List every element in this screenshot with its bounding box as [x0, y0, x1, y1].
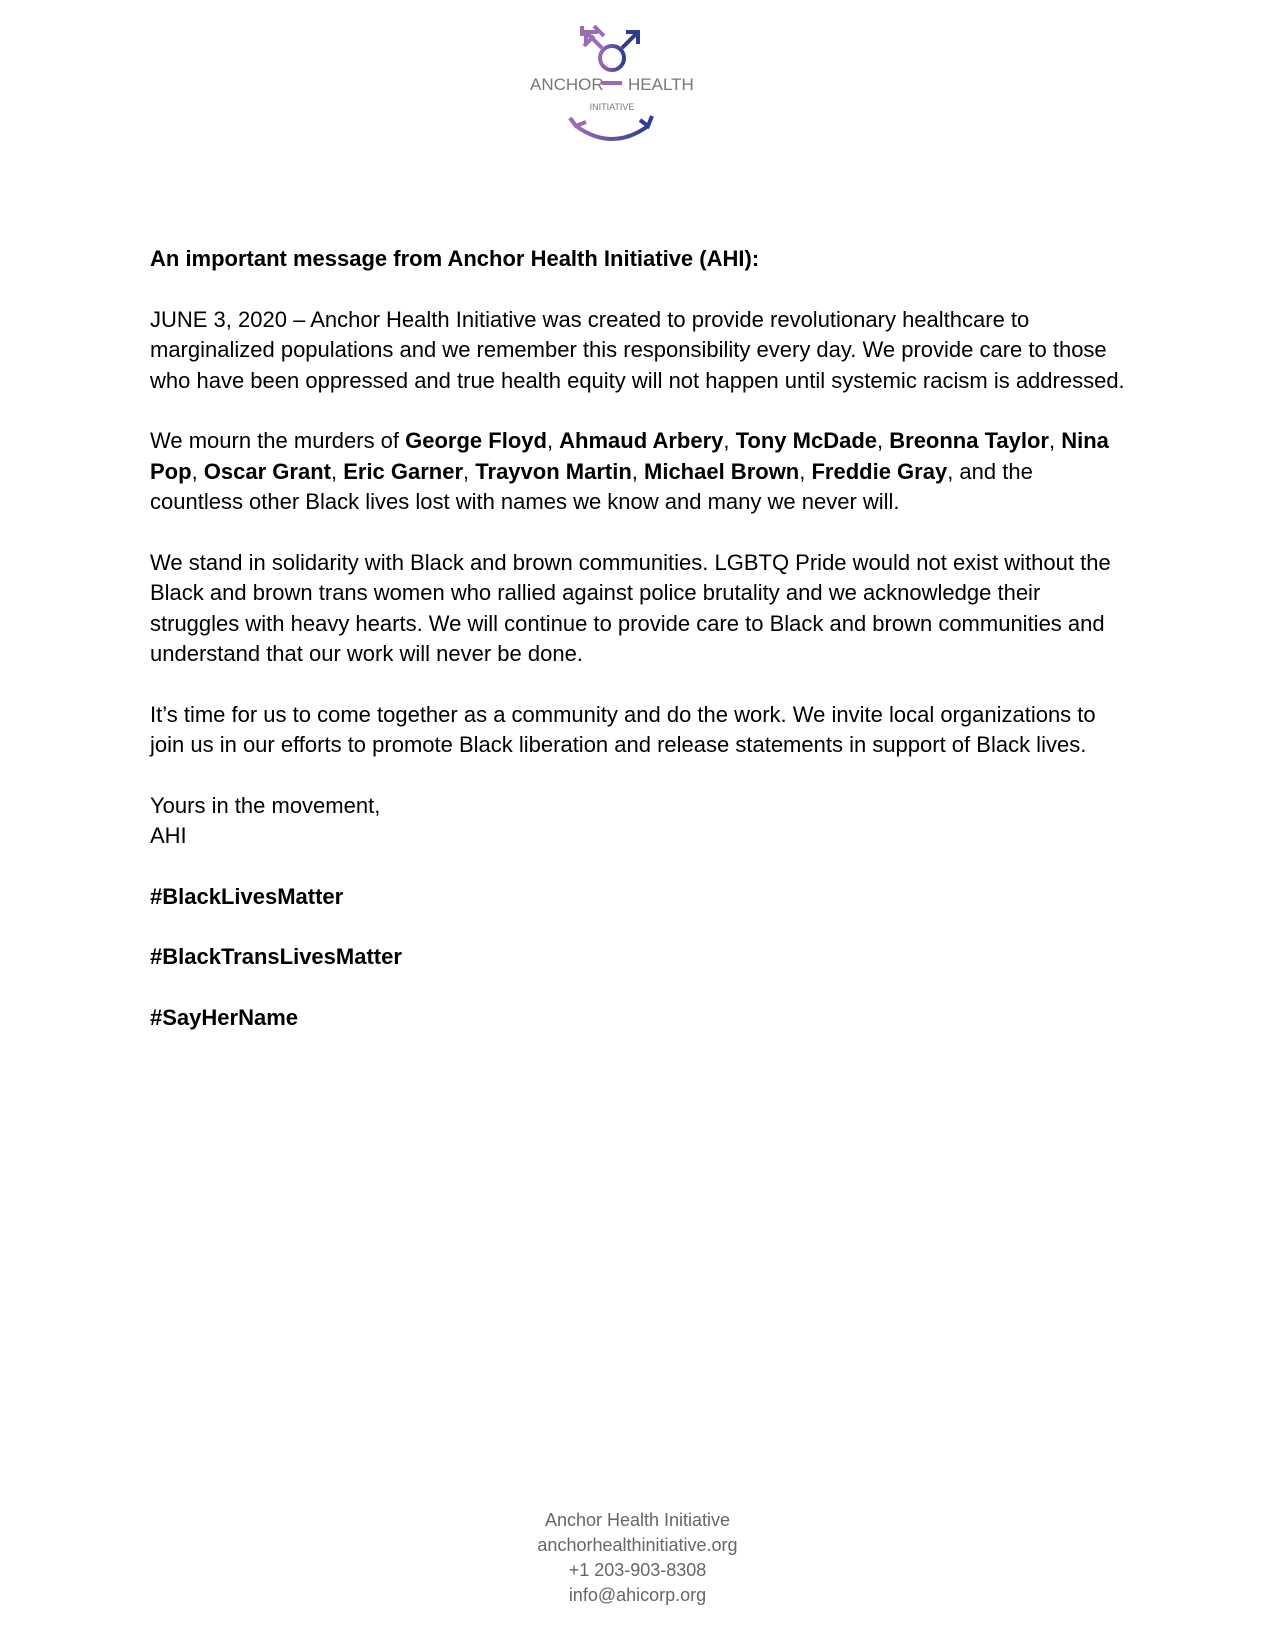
victim-name: Freddie Gray	[811, 458, 948, 484]
footer-website: anchorhealthinitiative.org	[537, 1535, 738, 1555]
paragraph-mission: JUNE 3, 2020 – Anchor Health Initiative was created to provide revolutionary healthcare to marginalized populations and we remember this responsibility every day. We provide care to those who have been oppressed and true health equity will not happen until systemic racism is addressed.	[150, 306, 1125, 393]
victim-name: Nina Pop	[150, 428, 1109, 484]
footer-email: info@ahicorp.org	[568, 1585, 707, 1605]
paragraph-solidarity: We stand in solidarity with Black and brown communities. LGBTQ Pride would not exist without the Black and brown trans women who rallied against police brutality and we acknowledge their struggles with heavy hearts. We will continue to provide care to Black and brown communities and understand that our work will never be done.	[150, 549, 1111, 666]
logo-text-initiative: INITIATIVE	[589, 102, 635, 112]
sign-off: Yours in the movement,	[150, 792, 381, 818]
footer	[0, 1508, 1275, 1608]
victim-name: Tony McDade	[735, 428, 878, 453]
victim-name: Michael Brown	[644, 458, 800, 484]
victim-name: Ahmaud Arbery	[559, 428, 724, 453]
hashtag: #SayHerName	[150, 1004, 298, 1030]
letter-body	[150, 244, 1130, 1063]
anchor-gender-symbol-icon	[530, 26, 740, 158]
victim-name: George Floyd	[405, 428, 547, 453]
victim-name: Oscar Grant	[203, 458, 331, 484]
hashtag: #BlackLivesMatter	[150, 883, 344, 909]
victim-name: Eric Garner	[343, 458, 464, 484]
footer-org: Anchor Health Initiative	[544, 1510, 731, 1530]
closing	[150, 791, 1130, 852]
anchor-health-logo	[530, 26, 740, 158]
logo-text-health: HEALTH	[628, 75, 694, 94]
footer-phone: +1 203-903-8308	[568, 1560, 707, 1580]
paragraph-mourning: We mourn the murders of George Floyd, Ahmaud Arbery, Tony McDade, Breonna Taylor, Nina Pop, Oscar Grant, Eric Garner, Trayvon Martin, Michael Brown, Freddie Gray, and the countless other Black lives lost with names we know and many we never will.	[150, 428, 1109, 514]
signature: AHI	[150, 823, 187, 848]
logo-text-anchor: ANCHOR	[530, 75, 604, 94]
victim-name: Breonna Taylor	[889, 428, 1049, 453]
victim-name: Trayvon Martin	[475, 458, 632, 484]
hashtag: #BlackTransLivesMatter	[150, 944, 402, 969]
letter-heading: An important message from Anchor Health Initiative (AHI):	[150, 246, 760, 271]
paragraph-call-to-action: It’s time for us to come together as a community and do the work. We invite local organizations to join us in our efforts to promote Black liberation and release statements in support of Black lives.	[150, 701, 1096, 757]
